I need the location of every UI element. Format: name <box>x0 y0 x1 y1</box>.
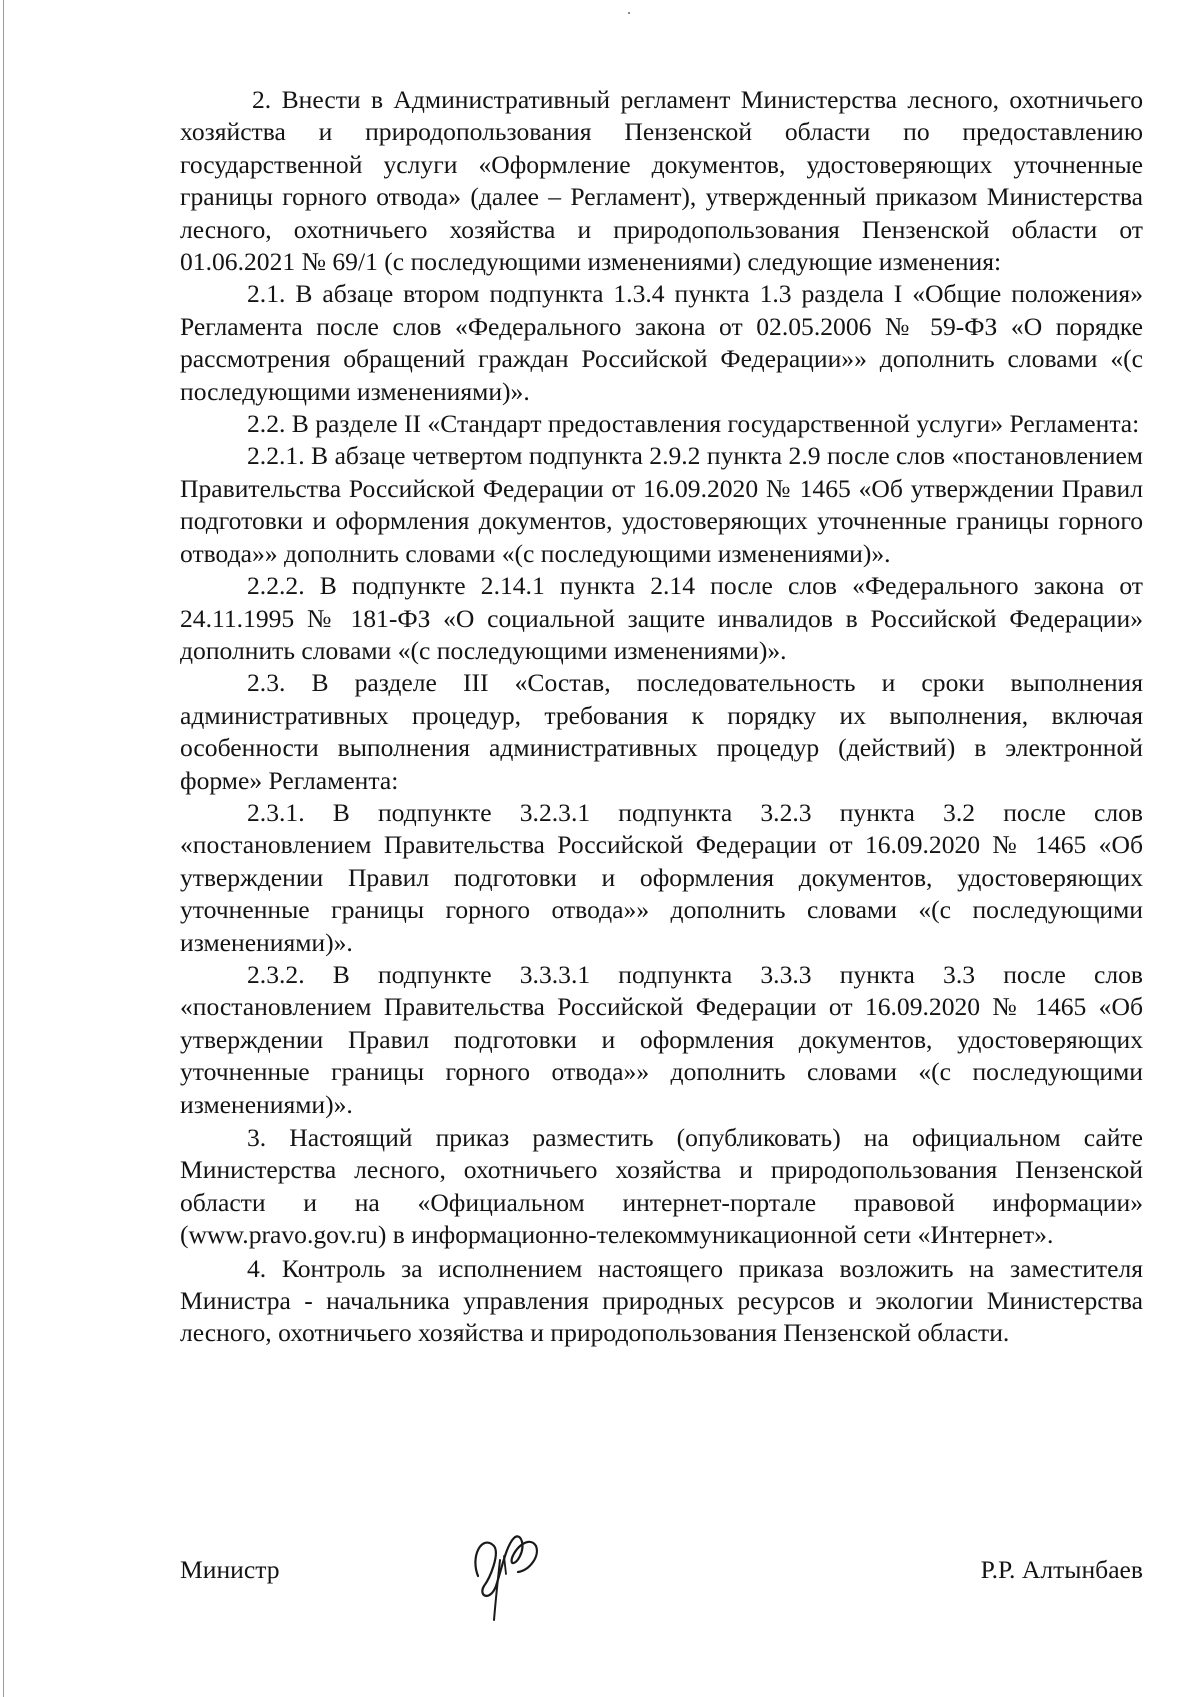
signer-role: Министр <box>180 1555 280 1584</box>
document-body <box>180 84 1143 1350</box>
paragraph-4: 4. Контроль за исполнением настоящего приказа возложить на заместителя Министра - начальника управления природных ресурсов и экологии Министерства лесного, охотничьего хозяйства и природопользования Пензенской области. <box>180 1253 1143 1348</box>
scan-edge-line <box>3 0 4 1697</box>
paragraph-3: 3. Настоящий приказ разместить (опубликовать) на официальном сайте Министерства лесного, охотничьего хозяйства и природопользования Пензенской области и на «Официальном интернет-портале правовой информации» (www.pravo.gov.ru) в информационно-телекоммуникационной сети «Интернет». <box>180 1123 1143 1250</box>
signer-name: Р.Р. Алтынбаев <box>980 1555 1143 1584</box>
handwritten-signature <box>460 1516 550 1626</box>
paragraph-2-3-2: 2.3.2. В подпункте 3.3.3.1 подпункта 3.3.3 пункта 3.3 после слов «постановлением Правительства Российской Федерации от 16.09.2020 № 1465 «Об утверждении Правил подготовки и оформления документов, удостоверяющих уточненные границы горного отвода»» дополнить словами «(с последующими изменениями)». <box>180 959 1143 1119</box>
paragraph-2: 2. Внести в Административный регламент Министерства лесного, охотничьего хозяйства и природопользования Пензенской области по предоставлению государственной услуги «Оформление документов, удостоверяющих уточненные границы горного отвода» (далее – Регламент), утвержденный приказом Министерства лесного, охотничьего хозяйства и природопользования Пензенской области от 01.06.2021 № 69/1 (с последующими изменениями) следующие изменения: <box>180 85 1143 277</box>
scan-speck <box>628 12 630 14</box>
paragraph-2-2: 2.2. В разделе II «Стандарт предоставления государственной услуги» Регламента: <box>247 409 1140 439</box>
paragraph-2-2-2: 2.2.2. В подпункте 2.14.1 пункта 2.14 после слов «Федерального закона от 24.11.1995 № 181-ФЗ «О социальной защите инвалидов в Российской Федерации» дополнить словами «(с последующими изменениями)». <box>180 571 1143 665</box>
paragraph-2-2-1: 2.2.1. В абзаце четвертом подпункта 2.9.2 пункта 2.9 после слов «постановлением Правительства Российской Федерации от 16.09.2020 № 1465 «Об утверждении Правил подготовки и оформления документов, удостоверяющих уточненные границы горного отвода»» дополнить словами «(с последующими изменениями)». <box>180 441 1143 568</box>
paragraph-2-1: 2.1. В абзаце втором подпункта 1.3.4 пункта 1.3 раздела I «Общие положения» Регламента после слов «Федерального закона от 02.05.2006 № 59-ФЗ «О порядке рассмотрения обращений граждан Российской Федерации»» дополнить словами «(с последующими изменениями)». <box>180 279 1143 406</box>
paragraph-2-3: 2.3. В разделе III «Состав, последовательность и сроки выполнения административных процедур, требования к порядку их выполнения, включая особенности выполнения административных процедур (действий) в электронной форме» Регламента: <box>180 668 1143 795</box>
paragraph-2-3-1: 2.3.1. В подпункте 3.2.3.1 подпункта 3.2.3 пункта 3.2 после слов «постановлением Правительства Российской Федерации от 16.09.2020 № 1465 «Об утверждении Правил подготовки и оформления документов, удостоверяющих уточненные границы горного отвода»» дополнить словами «(с последующими изменениями)». <box>180 797 1143 957</box>
